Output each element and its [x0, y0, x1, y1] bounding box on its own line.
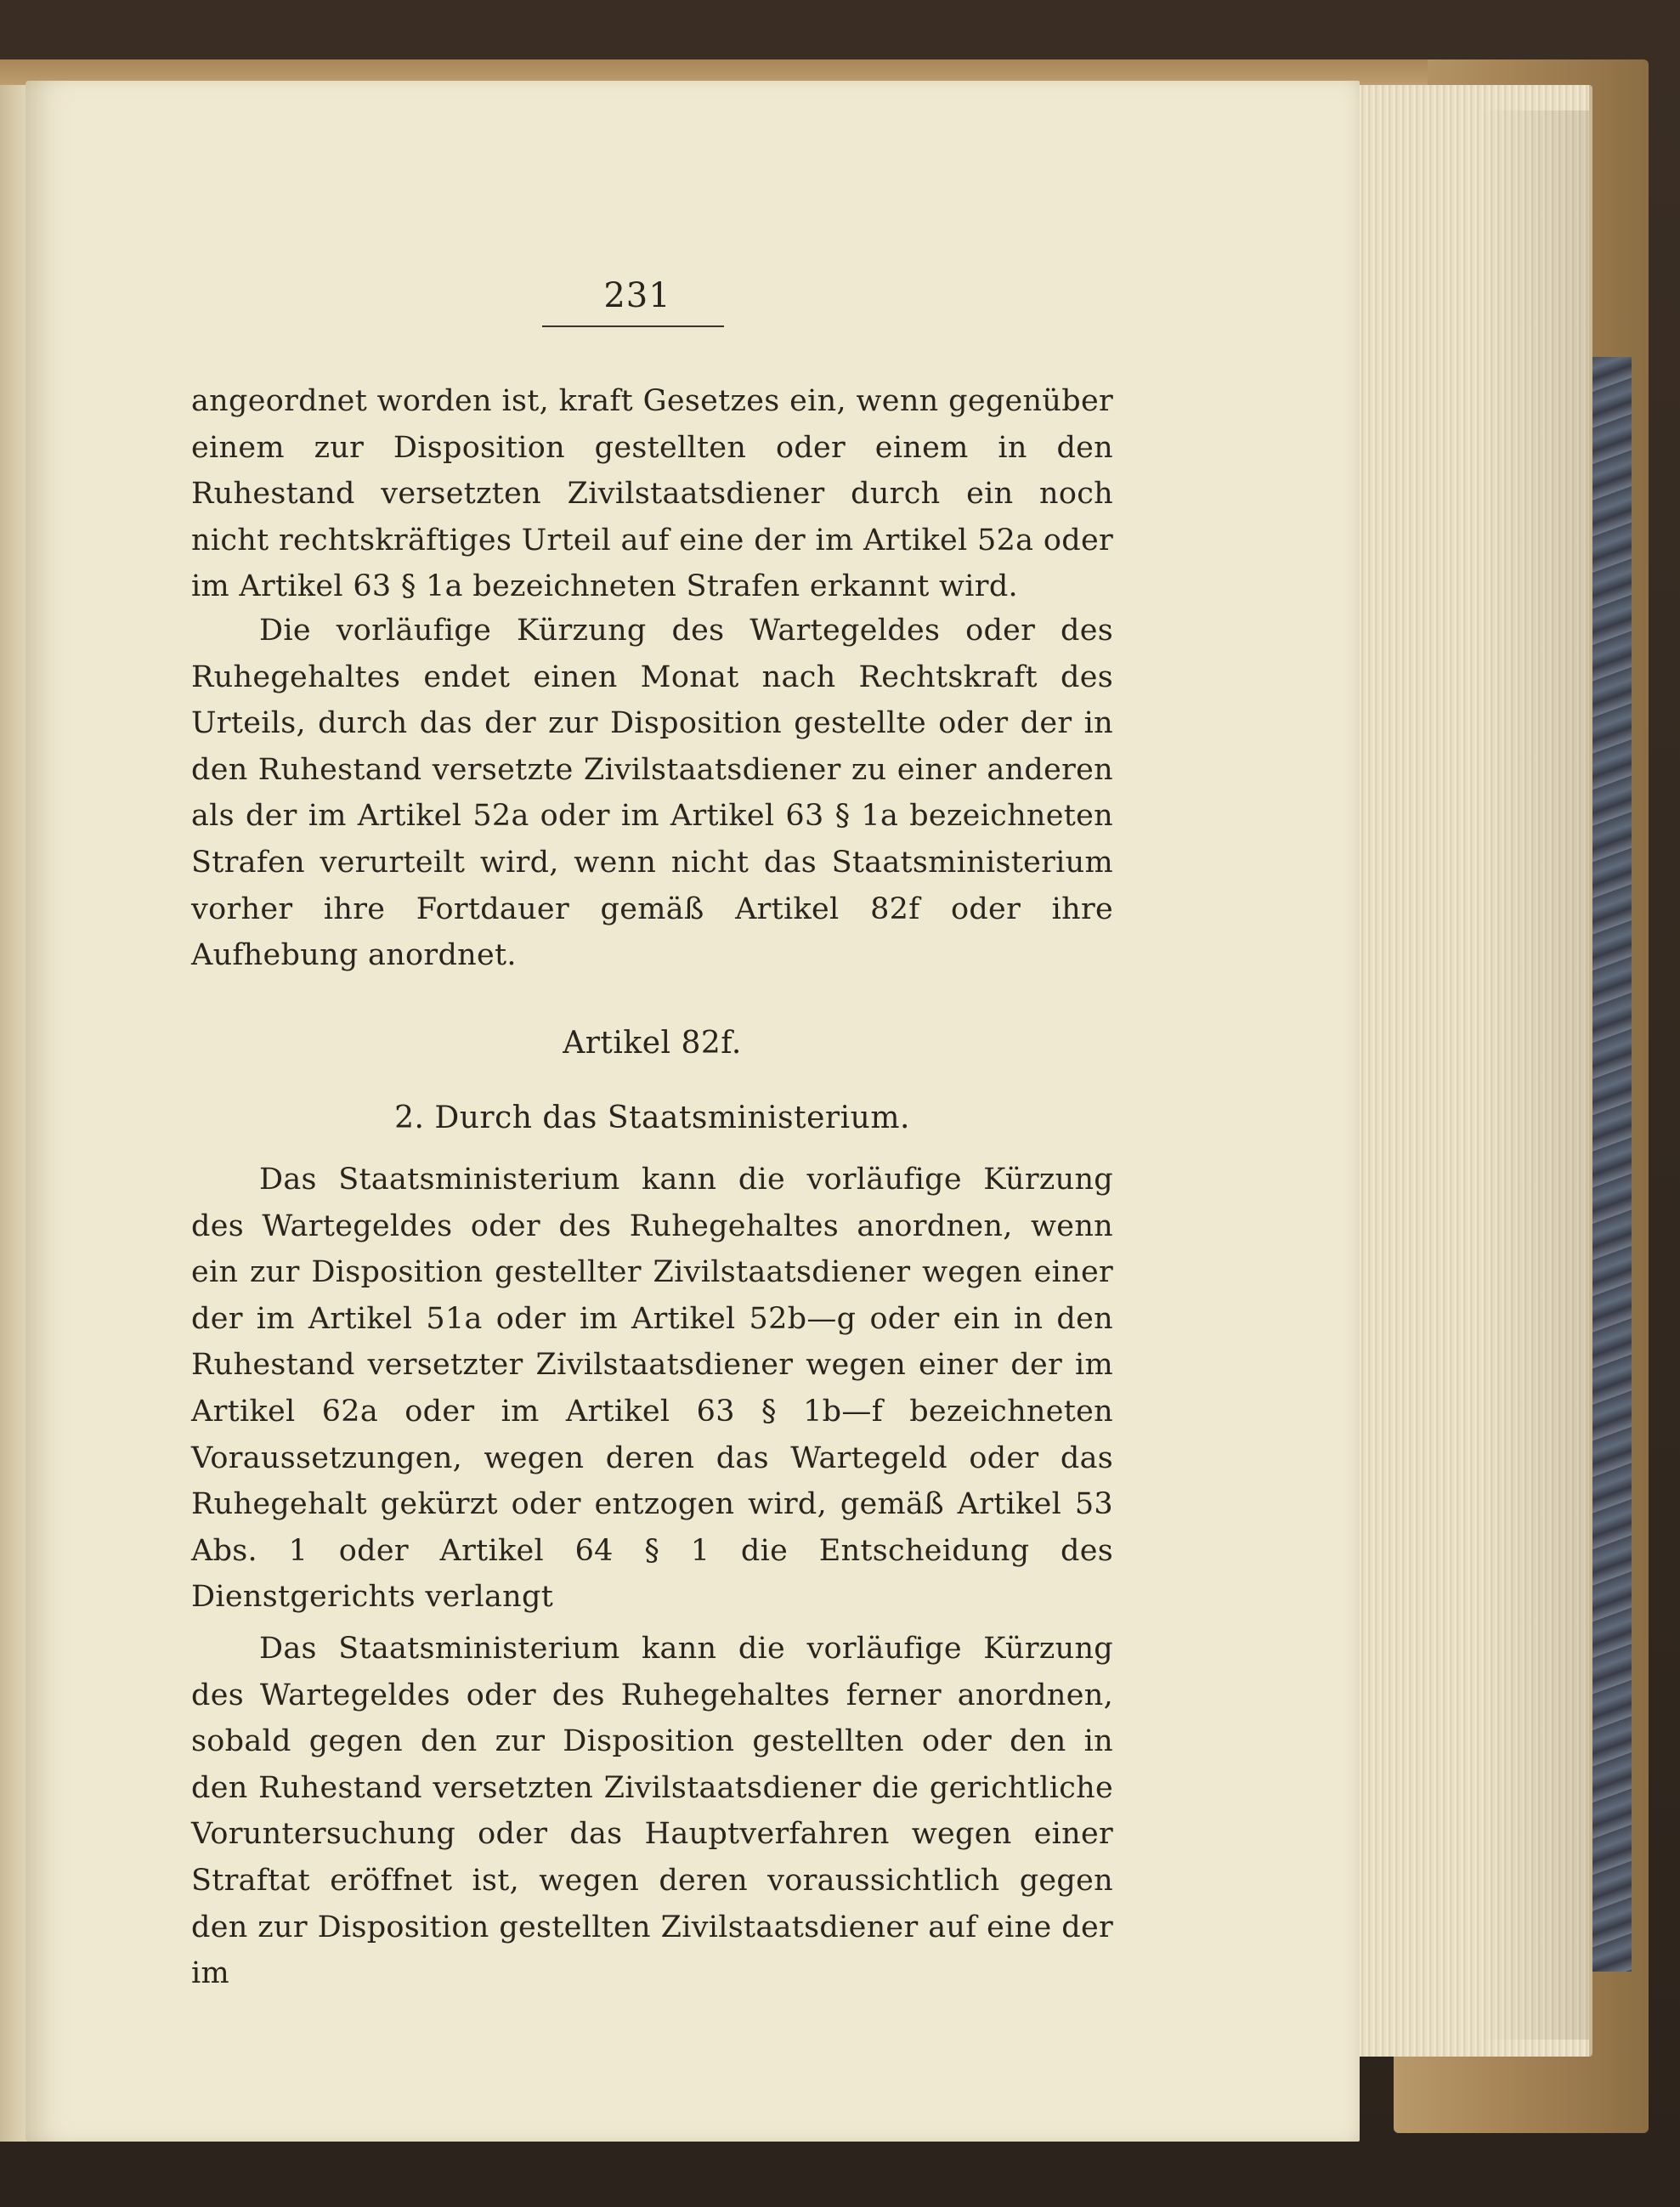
page-number: 231 [603, 276, 671, 315]
section-heading: 2. Durch das Staatsministerium. [394, 1101, 910, 1135]
paragraph-2: Die vorläufige Kürzung des Wartegeldes oder des Ruhegehaltes endet einen Monat nach Rechtskraft des Urteils, durch das der zur Disposition gestellte oder der in den Ruhestand versetzte Zivilstaatsdiener zu einer anderen als der im Artikel 52a oder im Artikel 63 § 1a bezeichneten Strafen verurteilt wird, wenn nicht das Staatsministerium vorher ihre Fortdauer gemäß Artikel 82f oder ihre Aufhebung anordnet. [191, 614, 1113, 973]
book-page [25, 81, 1360, 2142]
paragraph-4: Das Staatsministerium kann die vorläufige Kürzung des Wartegeldes oder des Ruhegehaltes ferner anordnen, sobald gegen den zur Disposition gestellten oder den in den Ruhestand versetzten Zivilstaatsdiener die gerichtliche Voruntersuchung oder das Hauptverfahren wegen einer Straftat eröffnet ist, wegen deren voraussichtlich gegen den zur Disposition gestellten Zivilstaatsdiener auf eine der im [191, 1632, 1113, 1991]
paragraph-1: angeordnet worden ist, kraft Gesetzes ein, wenn gegenüber einem zur Disposition gestellten oder einem in den Ruhestand versetzten Zivilstaatsdiener durch ein noch nicht rechtskräftiges Urteil auf eine der im Artikel 52a oder im Artikel 63 § 1a bezeichneten Strafen erkannt wird. [191, 384, 1113, 604]
paragraph-3: Das Staatsministerium kann die vorläufige Kürzung des Wartegeldes oder des Ruhegehaltes anordnen, wenn ein zur Disposition gestellter Zivilstaatsdiener wegen einer der im Artikel 51a oder im Artikel 52b—g oder ein in den Ruhestand versetzter Zivilstaatsdiener wegen einer der im Artikel 62a oder im Artikel 63 § 1b—f bezeichneten Voraussetzungen, wegen deren das Wartegeld oder das Ruhegehalt gekürzt oder entzogen wird, gemäß Artikel 53 Abs. 1 oder Artikel 64 § 1 die Entscheidung des Dienstgerichts verlangt [191, 1163, 1113, 1615]
marbled-cover-edge [1589, 357, 1632, 1972]
page-stack-shadow [1479, 110, 1589, 2040]
page-number-rule [542, 325, 724, 327]
article-heading: Artikel 82f. [563, 1026, 742, 1061]
